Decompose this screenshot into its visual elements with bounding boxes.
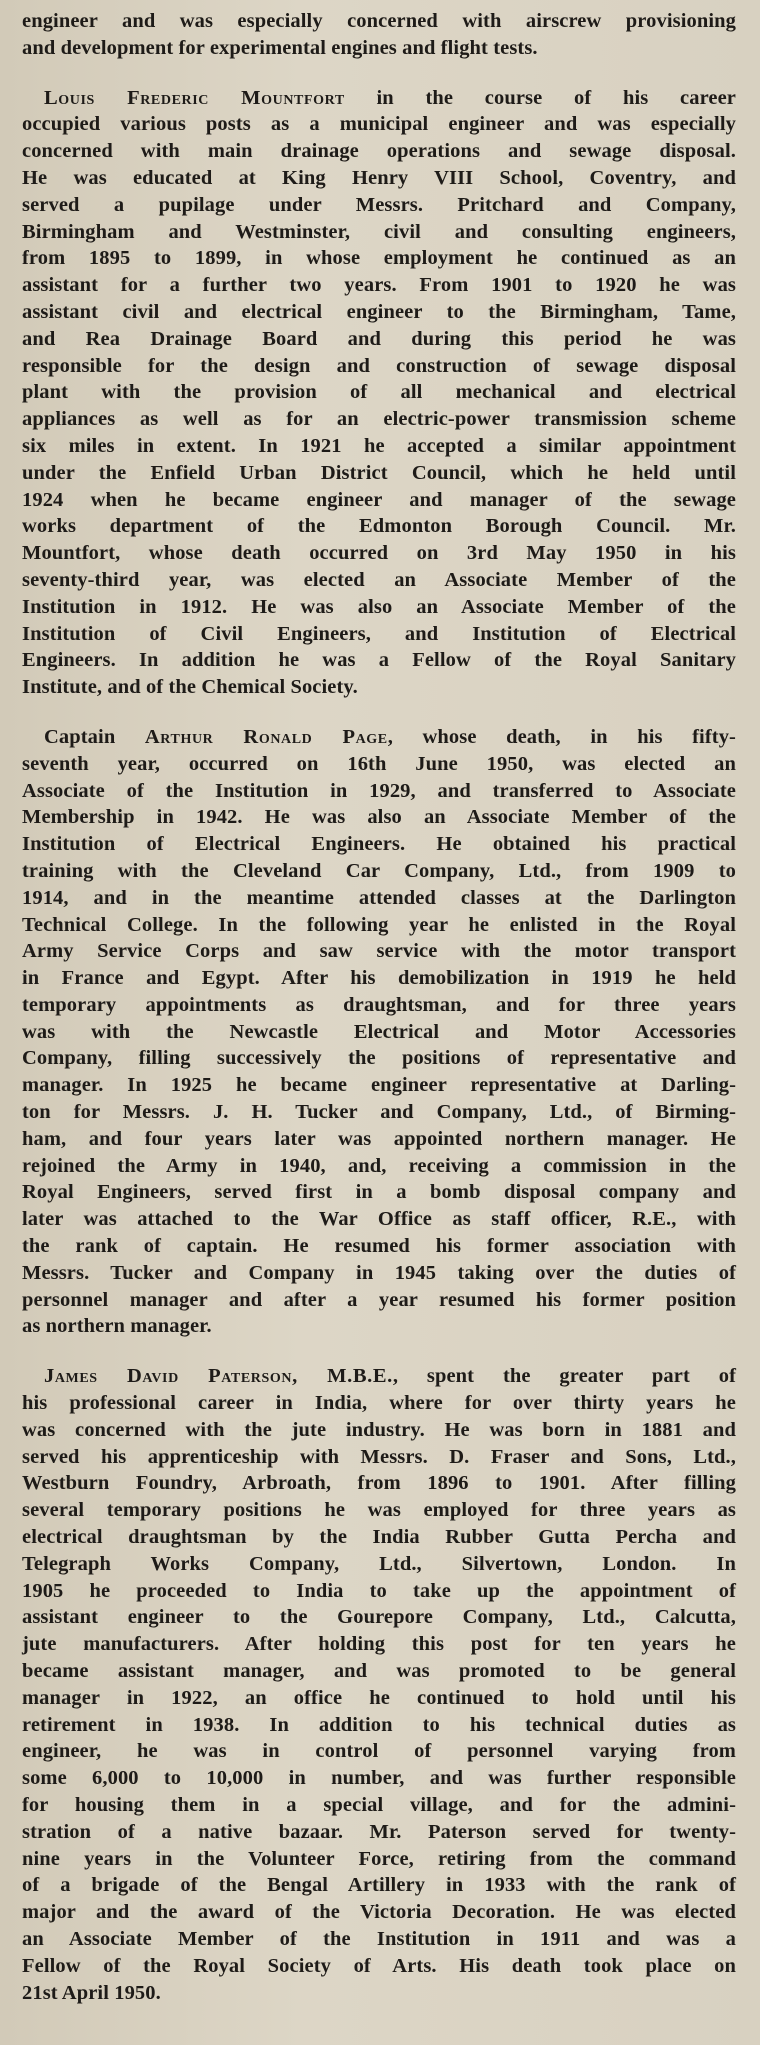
text-line: ham, and four years later was appointed northern manager. He — [22, 1127, 736, 1150]
text-line: concerned with main drainage operations and sewage disposal. — [22, 140, 736, 163]
text-line: seventh year, occurred on 16th June 1950, was elected an — [22, 752, 736, 775]
obituary-paragraph — [22, 1363, 736, 2006]
continued-paragraph — [22, 8, 736, 62]
lead-text: , whose death, in his fifty- — [387, 725, 736, 748]
text-line: occupied various posts as a municipal engineer and was especially — [22, 113, 736, 136]
text-line: 1905 he proceeded to India to take up the appointment of — [22, 1579, 736, 1602]
text-line: Telegraph Works Company, Ltd., Silvertown, London. In — [22, 1552, 736, 1575]
text-line: 1924 when he became engineer and manager of the sewage — [22, 488, 736, 511]
text-line: ton for Messrs. J. H. Tucker and Company, Ltd., of Birming- — [22, 1101, 736, 1124]
text-line: retirement in 1938. In addition to his technical duties as — [22, 1713, 736, 1736]
text-line: plant with the provision of all mechanical and electrical — [22, 381, 736, 404]
text-line: personnel manager and after a year resumed his former position — [22, 1288, 736, 1311]
text-line: 1914, and in the meantime attended classes at the Darlington — [22, 886, 736, 909]
text-line: of a brigade of the Bengal Artillery in 1933 with the rank of — [22, 1874, 736, 1897]
text-line: jute manufacturers. After holding this post for ten years he — [22, 1633, 736, 1656]
text-line: was concerned with the jute industry. He was born in 1881 and — [22, 1418, 736, 1441]
text-line: manager in 1922, an office he continued to hold until his — [22, 1686, 736, 1709]
lead-text: , spent the greater part of — [392, 1365, 736, 1388]
text-line: Institution in 1912. He was also an Associate Member of the — [22, 595, 736, 618]
text-line: Associate of the Institution in 1929, and transferred to Associate — [22, 779, 736, 802]
text-line: seventy-third year, was elected an Associate Member of the — [22, 568, 736, 591]
text-line: from 1895 to 1899, in whose employment he continued as an — [22, 247, 736, 270]
text-line: nine years in the Volunteer Force, retiring from the command — [22, 1847, 736, 1870]
obituary-paragraph — [22, 85, 736, 701]
text-line: manager. In 1925 he became engineer representative at Darling- — [22, 1074, 736, 1097]
text-line: assistant engineer to the Gourepore Company, Ltd., Calcutta, — [22, 1606, 736, 1629]
text-line: engineer and was especially concerned with airscrew provisioning — [22, 10, 736, 32]
text-line: temporary appointments as draughtsman, and for three years — [22, 993, 736, 1016]
text-line: Westburn Foundry, Arbroath, from 1896 to 1901. After filling — [22, 1472, 736, 1495]
text-line: Army Service Corps and saw service with the motor transport — [22, 940, 736, 963]
text-line: He was educated at King Henry VIII School, Coventry, and — [22, 166, 736, 189]
text-line: the rank of captain. He resumed his former association with — [22, 1235, 736, 1258]
lead-text: in the course of his career — [344, 86, 736, 109]
paragraph-lead-line — [22, 85, 736, 112]
paragraph-lead-line — [22, 1363, 736, 1390]
text-line: for housing them in a special village, and for the admini- — [22, 1794, 736, 1816]
text-line: Royal Engineers, served first in a bomb disposal company and — [22, 1181, 736, 1204]
text-line: training with the Cleveland Car Company, Ltd., from 1909 to — [22, 859, 736, 882]
document-page — [22, 8, 736, 2029]
text-line: Company, filling successively the positions of representative and — [22, 1047, 736, 1070]
text-line: served his apprenticeship with Messrs. D. Fraser and Sons, Ltd., — [22, 1445, 736, 1468]
text-line: Technical College. In the following year he enlisted in the Royal — [22, 913, 736, 936]
text-line: became assistant manager, and was promoted to be general — [22, 1660, 736, 1683]
text-line: Birmingham and Westminster, civil and consulting engineers, — [22, 220, 736, 243]
text-line: Messrs. Tucker and Company in 1945 taking over the duties of — [22, 1261, 736, 1284]
text-line: rejoined the Army in 1940, and, receiving a commission in the — [22, 1154, 736, 1177]
text-line: Fellow of the Royal Society of Arts. His death took place on — [22, 1954, 736, 1977]
text-line: major and the award of the Victoria Decoration. He was elected — [22, 1901, 736, 1924]
text-line: under the Enfield Urban District Council, which he held until — [22, 461, 736, 484]
text-line: Institution of Electrical Engineers. He obtained his practical — [22, 833, 736, 856]
text-line: some 6,000 to 10,000 in number, and was further responsible — [22, 1767, 736, 1790]
text-line: and Rea Drainage Board and during this period he was — [22, 327, 736, 350]
person-name: Louis Frederic Mountfort — [44, 86, 345, 109]
text-line: and development for experimental engines and flight tests. — [22, 36, 538, 59]
text-line: engineer, he was in control of personnel varying from — [22, 1740, 736, 1763]
text-line: was with the Newcastle Electrical and Motor Accessories — [22, 1020, 736, 1043]
text-line: Engineers. In addition he was a Fellow of the Royal Sanitary — [22, 649, 736, 672]
text-line: several temporary positions he was employed for three years as — [22, 1499, 736, 1522]
text-line: Institute, and of the Chemical Society. — [22, 676, 358, 699]
text-line: as northern manager. — [22, 1315, 212, 1338]
text-line: assistant civil and electrical engineer to the Birmingham, Tame, — [22, 300, 736, 323]
person-name: James David Paterson, M.B.E. — [44, 1365, 393, 1388]
text-line: 21st April 1950. — [22, 1981, 161, 2004]
text-line: served a pupilage under Messrs. Pritchard and Company, — [22, 193, 736, 216]
text-line: works department of the Edmonton Borough Council. Mr. — [22, 515, 736, 538]
text-line: an Associate Member of the Institution in 1911 and was a — [22, 1927, 736, 1950]
text-line: later was attached to the War Office as staff officer, R.E., with — [22, 1208, 736, 1231]
text-line: Membership in 1942. He was also an Associate Member of the — [22, 806, 736, 829]
text-line: electrical draughtsman by the India Rubber Gutta Percha and — [22, 1526, 736, 1549]
text-line: responsible for the design and construction of sewage disposal — [22, 354, 736, 377]
text-line: appliances as well as for an electric-power transmission scheme — [22, 408, 736, 431]
paragraph-lead-line — [22, 724, 736, 751]
text-line: Mountfort, whose death occurred on 3rd May 1950 in his — [22, 542, 736, 565]
text-line: Institution of Civil Engineers, and Institution of Electrical — [22, 622, 736, 645]
name-prefix: Captain — [44, 725, 145, 748]
text-line: in France and Egypt. After his demobilization in 1919 he held — [22, 967, 736, 990]
text-line: stration of a native bazaar. Mr. Paterson served for twenty- — [22, 1820, 736, 1843]
text-line: assistant for a further two years. From 1901 to 1920 he was — [22, 274, 736, 297]
text-line: his professional career in India, where for over thirty years he — [22, 1392, 736, 1415]
obituary-paragraph — [22, 724, 736, 1340]
person-name: Arthur Ronald Page — [144, 725, 388, 748]
text-line: six miles in extent. In 1921 he accepted a similar appointment — [22, 434, 736, 457]
